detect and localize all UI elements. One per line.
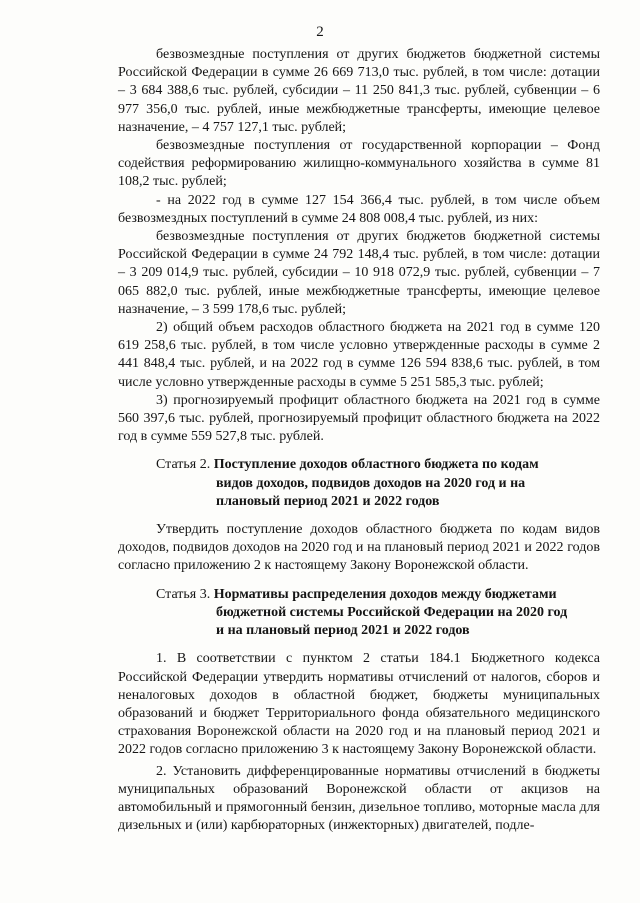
document-body [118,46,600,835]
article-2-title-line: плановый период 2021 и 2022 годов [216,493,440,509]
article-2-number: Статья 2. [156,457,211,473]
article-2-title-line: Поступление доходов областного бюджета по кодам [213,457,539,473]
paragraph: безвозмездные поступления от государственной корпорации – Фонд содействия реформированию жилищно-коммунального хозяйства в сумме 81 108,2 тыс. рублей; [118,138,600,190]
page-number: 2 [316,24,324,40]
article-3-number: Статья 3. [156,586,211,602]
article-2-text: Утвердить поступление доходов областного бюджета по кодам видов доходов, подвидов доходов на 2020 год и на плановый период 2021 и 2022 годов согласно приложению 2 к настоящему Закону Воронежской области. [118,522,600,574]
article-3-heading [118,586,600,641]
article-3-title-line: и на плановый период 2021 и 2022 годов [216,623,470,639]
article-3-title-line: Нормативы распределения доходов между бюджетами [213,586,557,602]
article-2-heading [118,456,600,511]
paragraph: безвозмездные поступления от других бюджетов бюджетной системы Российской Федерации в сумме 24 792 148,4 тыс. рублей, в том числе: дотации – 3 209 014,9 тыс. рублей, субсидии – 10 918 072,9 тыс. рублей, субвенции – 7 065 882,0 тыс. рублей, иные межбюджетные трансферты, имеющие целевое назначение, – 3 599 178,6 тыс. рублей; [118,229,600,317]
article-3-title-line: бюджетной системы Российской Федерации на 2020 год [216,604,568,620]
article-2-title-line: видов доходов, подвидов доходов на 2020 год и на [216,475,526,491]
paragraph: 1. В соответствии с пунктом 2 статьи 184.1 Бюджетного кодекса Российской Федерации утвердить нормативы отчислений от налогов, сборов и неналоговых доходов в областной бюджет, бюджеты муниципальных образований и бюджет Территориального фонда обязательного медицинского страхования Воронежской области на 2020 год и на плановый период 2021 и 2022 годов согласно приложению 3 к настоящему Закону Воронежской области. [118,651,600,758]
paragraph: безвозмездные поступления от других бюджетов бюджетной системы Российской Федерации в сумме 26 669 713,0 тыс. рублей, в том числе: дотации – 3 684 388,6 тыс. рублей, субсидии – 11 250 841,3 тыс. рублей, субвенции – 6 977 356,0 тыс. рублей, иные межбюджетные трансферты, имеющие целевое назначение, – 4 757 127,1 тыс. рублей; [118,47,600,135]
paragraph: 3) прогнозируемый профицит областного бюджета на 2021 год в сумме 560 397,6 тыс. рублей, прогнозируемый профицит областного бюджета на 2022 год в сумме 559 527,8 тыс. рублей. [118,392,600,445]
paragraph: - на 2022 год в сумме 127 154 366,4 тыс. рублей, в том числе объем безвозмездных поступлений в сумме 24 808 008,4 тыс. рублей, из них: [118,192,600,226]
paragraph: 2. Установить дифференцированные нормативы отчислений в бюджеты муниципальных образований Воронежской области от акцизов на автомобильный и прямогонный бензин, дизельное топливо, моторные масла для дизельных и (или) карбюраторных (инжекторных) двигателей, подле- [118,763,600,834]
paragraph: 2) общий объем расходов областного бюджета на 2021 год в сумме 120 619 258,6 тыс. рублей, в том числе условно утвержденные расходы в сумме 2 441 848,4 тыс. рублей, и на 2022 год в сумме 126 594 838,6 тыс. рублей, в том числе условно утвержденные расходы в сумме 5 251 585,3 тыс. рублей; [118,320,600,390]
